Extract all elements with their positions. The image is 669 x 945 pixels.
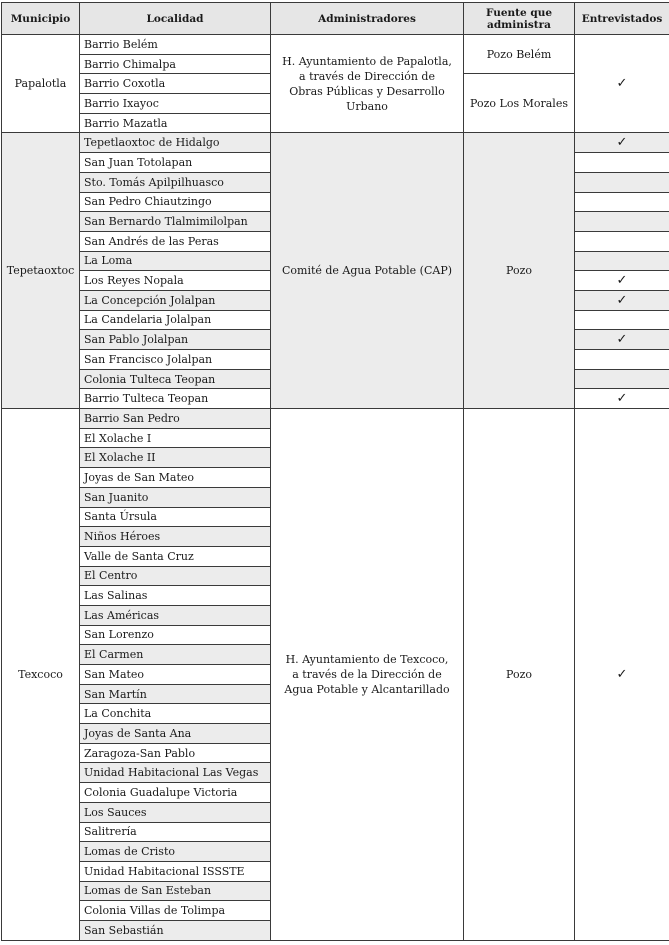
localidad-cell: Barrio Mazatla <box>80 113 271 133</box>
fuente-cell: Pozo Los Morales <box>464 74 575 133</box>
check-mark-icon: ✓ <box>616 332 628 348</box>
header-row <box>2 3 669 35</box>
entrevistados-cell <box>575 231 669 251</box>
localidad-cell: Niños Héroes <box>80 527 271 547</box>
localidad-cell: El Xolache II <box>80 448 271 468</box>
entrevistados-cell <box>575 35 669 133</box>
table-row <box>2 35 669 55</box>
administradores-cell: H. Ayuntamiento de Papalotla, a través de Dirección de Obras Públicas y Desarrollo Urbano <box>271 35 464 133</box>
localidad-cell: Barrio San Pedro <box>80 409 271 429</box>
entrevistados-cell <box>575 409 669 941</box>
localidad-cell: Barrio Ixayoc <box>80 94 271 114</box>
localidad-cell: Lomas de Cristo <box>80 842 271 862</box>
localidad-cell: El Carmen <box>80 645 271 665</box>
localidad-cell: El Centro <box>80 566 271 586</box>
localidad-cell: Las Salinas <box>80 586 271 606</box>
administradores-cell: H. Ayuntamiento de Texcoco, a través de la Dirección de Agua Potable y Alcantarillado <box>271 409 464 941</box>
entrevistados-cell <box>575 369 669 389</box>
localidad-cell: Unidad Habitacional ISSSTE <box>80 861 271 881</box>
check-mark-icon: ✓ <box>616 135 628 151</box>
municipio-cell: Tepetaoxtoc <box>2 133 80 409</box>
localidad-cell: San Francisco Jolalpan <box>80 350 271 370</box>
fuente-cell: Pozo <box>464 133 575 409</box>
localidad-cell: Salitrería <box>80 822 271 842</box>
entrevistados-cell <box>575 153 669 173</box>
localidad-cell: San Pablo Jolalpan <box>80 330 271 350</box>
header-administradores: Administradores <box>271 3 464 35</box>
localidad-cell: San Pedro Chiautzingo <box>80 192 271 212</box>
entrevistados-cell <box>575 133 669 153</box>
header-entrevistados: Entrevistados <box>575 3 669 35</box>
entrevistados-cell <box>575 330 669 350</box>
entrevistados-cell <box>575 251 669 271</box>
localidad-cell: Barrio Belém <box>80 35 271 55</box>
water-administration-table <box>1 2 669 941</box>
localidad-cell: Colonia Villas de Tolimpa <box>80 901 271 921</box>
localidad-cell: La Candelaria Jolalpan <box>80 310 271 330</box>
check-mark-icon: ✓ <box>616 273 628 289</box>
localidad-cell: San Mateo <box>80 665 271 685</box>
municipio-cell: Texcoco <box>2 409 80 941</box>
localidad-cell: Zaragoza-San Pablo <box>80 743 271 763</box>
localidad-cell: El Xolache I <box>80 428 271 448</box>
localidad-cell: San Juan Totolapan <box>80 153 271 173</box>
localidad-cell: Santa Úrsula <box>80 507 271 527</box>
check-mark-icon: ✓ <box>616 666 628 682</box>
header-municipio: Municipio <box>2 3 80 35</box>
localidad-cell: Lomas de San Esteban <box>80 881 271 901</box>
localidad-cell: La Conchita <box>80 704 271 724</box>
localidad-cell: San Sebastián <box>80 920 271 940</box>
localidad-cell: Unidad Habitacional Las Vegas <box>80 763 271 783</box>
table-row <box>2 409 669 429</box>
table-row <box>2 133 669 153</box>
localidad-cell: San Andrés de las Peras <box>80 231 271 251</box>
localidad-cell: San Martín <box>80 684 271 704</box>
header-fuente: Fuente que administra <box>464 3 575 35</box>
localidad-cell: Los Reyes Nopala <box>80 271 271 291</box>
localidad-cell: Barrio Chimalpa <box>80 54 271 74</box>
entrevistados-cell <box>575 212 669 232</box>
entrevistados-cell <box>575 389 669 409</box>
localidad-cell: Las Américas <box>80 605 271 625</box>
municipio-cell: Papalotla <box>2 35 80 133</box>
localidad-cell: Tepetlaoxtoc de Hidalgo <box>80 133 271 153</box>
check-mark-icon: ✓ <box>616 76 628 92</box>
check-mark-icon: ✓ <box>616 391 628 407</box>
localidad-cell: San Juanito <box>80 487 271 507</box>
localidad-cell: Joyas de San Mateo <box>80 468 271 488</box>
fuente-cell: Pozo <box>464 409 575 941</box>
localidad-cell: Colonia Tulteca Teopan <box>80 369 271 389</box>
localidad-cell: San Lorenzo <box>80 625 271 645</box>
localidad-cell: Los Sauces <box>80 802 271 822</box>
localidad-cell: San Bernardo Tlalmimilolpan <box>80 212 271 232</box>
entrevistados-cell <box>575 350 669 370</box>
entrevistados-cell <box>575 172 669 192</box>
localidad-cell: Barrio Tulteca Teopan <box>80 389 271 409</box>
localidad-cell: La Concepción Jolalpan <box>80 290 271 310</box>
entrevistados-cell <box>575 192 669 212</box>
localidad-cell: Sto. Tomás Apilpilhuasco <box>80 172 271 192</box>
fuente-cell: Pozo Belém <box>464 35 575 74</box>
entrevistados-cell <box>575 290 669 310</box>
localidad-cell: Valle de Santa Cruz <box>80 546 271 566</box>
header-localidad: Localidad <box>80 3 271 35</box>
localidad-cell: Colonia Guadalupe Victoria <box>80 783 271 803</box>
entrevistados-cell <box>575 310 669 330</box>
localidad-cell: Barrio Coxotla <box>80 74 271 94</box>
entrevistados-cell <box>575 271 669 291</box>
localidad-cell: Joyas de Santa Ana <box>80 724 271 744</box>
administradores-cell: Comité de Agua Potable (CAP) <box>271 133 464 409</box>
check-mark-icon: ✓ <box>616 292 628 308</box>
localidad-cell: La Loma <box>80 251 271 271</box>
